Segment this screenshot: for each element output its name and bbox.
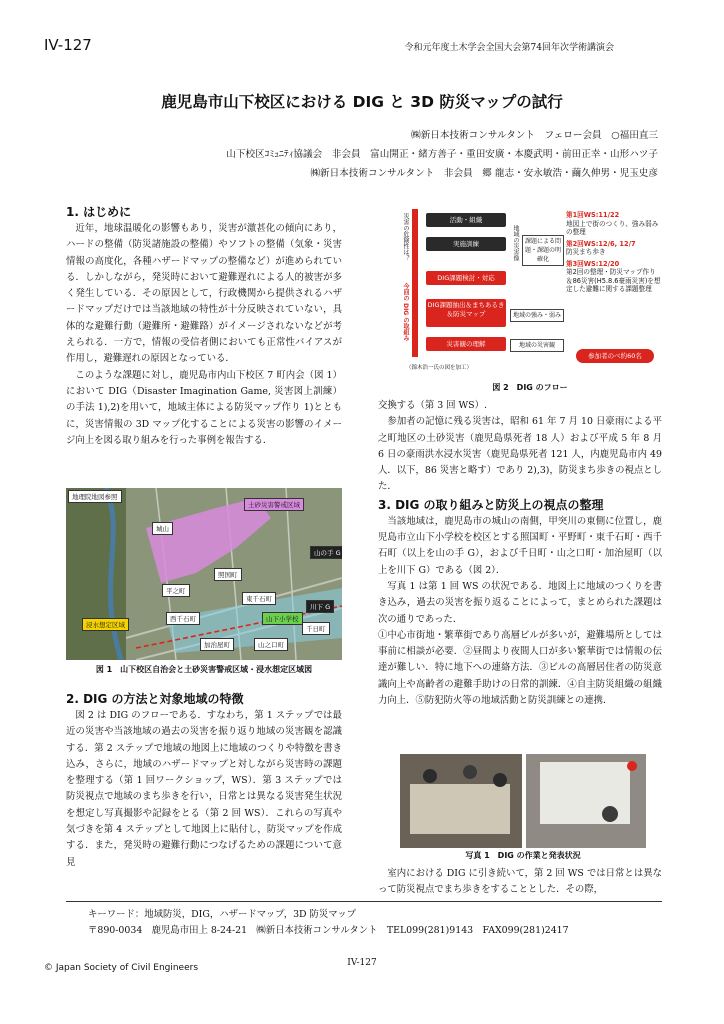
right-column-bottom (378, 866, 662, 899)
flow-vertical-red: 今回の DIG の取組み (402, 283, 409, 342)
right-paragraph-b: 当該地域は，鹿児島市の城山の南側，甲突川の東側に位置し，鹿児島市立山下小学校を校区とする照国町・平野町・東千石町・西千石町（以上を山の手 G），および千日町・山之口町・加治屋町（以上を川下 G）である（図 2）． (378, 515, 662, 576)
flow-mid-box-1: 課題による問題・課題の明確化 (522, 235, 564, 266)
right-paragraph-c: 写真 1 は第 1 回 WS の状況である．地図上に地域のつくりを書き込み，過去の災害を振り返ることによって，まとめられた課題は次の通りであった． (378, 580, 662, 625)
map-label-yamashita-school: 山下小学校 (262, 612, 303, 625)
flow-ws3-head: 第3回WS:12/20 (566, 259, 620, 268)
flow-vertical-center: 地域の災害像 (512, 225, 519, 261)
copyright: © Japan Society of Civil Engineers (44, 963, 199, 973)
flow-ws1-head: 第1回WS:11/22 (566, 211, 620, 219)
photo-1 (400, 754, 646, 848)
paper-title: 鹿児島市山下校区における DIG と 3D 防災マップの試行 (161, 93, 563, 111)
photo-image (400, 754, 646, 848)
conference-name: 令和元年度土木学会全国大会第74回年次学術講演会 (404, 43, 614, 53)
author-line-3: ㈱新日本技術コンサルタント 非会員 郷 龍志・安永敏浩・繭久伸男・児玉史彦 (310, 168, 658, 179)
flow-step-1: 活動・組織 (426, 213, 506, 227)
flow-mid-box-2: 地域の強み・弱み (510, 309, 564, 322)
right-paragraph-a: 参加者の記憶に残る災害は，昭和 61 年 7 月 10 日豪雨による平之町地区の土砂災害（鹿児島県死者 18 人）および平成 5 年 8 月 6 日の豪雨洪水浸水災害（鹿児島県死者 121 人，内鹿児島市内 49 人．以下，86 災害と略す）であり 2),3)，防災まち歩きの視点とした． (378, 416, 662, 493)
flow-step-4: DIG課題抽出＆まちあるき＆防災マップ (426, 299, 506, 327)
map-arrow-down-label: 川下 G (306, 600, 334, 613)
flow-right-notes (566, 211, 662, 294)
figure-1-map (66, 488, 342, 660)
section-2-title: 2. DIG の方法と対象地域の特徴 (66, 692, 244, 706)
photo-1-caption: 写真 1 DIG の作業と発表状況 (465, 851, 581, 860)
section-1-title: 1. はじめに (66, 205, 132, 219)
right-continuation: 交換する（第 3 回 WS）. (378, 400, 487, 411)
section-2-paragraph-1: 図 2 は DIG のフローである．すなわち，第 1 ステップでは最近の災害や当該地域の過去の災害を振り返り地域の災害観を認識する．第 2 ステップで地域の地図上に地域のつくりや特徴を書き込み，さらに，地域のハザードマップと対しながら災害時の課題を整理する（第 1 回ワークショップ，WS）．第 3 ステップでは防災視点で地域のまち歩きを行い，日常とは異なる災害発生状況を想定し写真撮影や記録をとる（第 2 回 WS）．これらの写真や気づきを第 4 ステップとして地図上に貼付し，防災マップを作成する．また，発災時の避難行動につなげるための課題について意見 (66, 710, 342, 868)
flow-step-3: DIG課題検討・対応 (426, 271, 506, 285)
flow-step-2: 実施訓練 (426, 237, 506, 251)
map-label-terukuni: 照国町 (214, 568, 242, 581)
flow-walk: 防災まち歩き (566, 248, 606, 256)
map-label-flood-zone: 浸水想定区域 (82, 618, 129, 631)
map-label-yamanokuchi: 山之口町 (254, 638, 288, 651)
author-line-2: 山下校区ｺﾐｭﾆﾃｨ協議会 非会員 富山開正・緒方善子・重田安廣・本慶武明・前田正幸・山形ハツ子 (226, 149, 658, 160)
right-column-top (378, 398, 662, 709)
map-label-higashisengoku: 東千石町 (242, 592, 276, 605)
flow-footnote: （錦木浩一氏の図を加工） (406, 365, 473, 371)
left-column-bottom (66, 690, 342, 871)
flow-ws2-head: 第2回WS:12/6, 12/7 (566, 239, 636, 248)
flow-red-arrow (412, 209, 418, 357)
flow-vertical-left: 災害の危険性は？ (402, 213, 409, 261)
left-column-top (66, 203, 342, 449)
section-3-title: 3. DIG の取り組みと防災上の視点の整理 (378, 497, 604, 512)
map-arrow-up-label: 山の手 G (310, 546, 342, 559)
map-graphic (66, 488, 342, 660)
map-label-shiroyama: 城山 (152, 522, 173, 535)
map-source-label: 地理院地図参照 (68, 490, 122, 503)
flow-step-5: 災害観の理解 (426, 337, 506, 351)
figure-2-flow (398, 203, 662, 375)
figure-2-caption: 図 2 DIG のフロー (492, 383, 568, 392)
page-number: IV-127 (347, 958, 377, 968)
author-address: 〒890-0034 鹿児島市田上 8-24-21 ㈱新日本技術コンサルタント TEL099(281)9143 FAX099(281)2417 (88, 925, 569, 936)
flow-mid-box-3: 地域の災害観 (510, 339, 564, 352)
map-label-hiranocho: 平之町 (162, 584, 190, 597)
map-label-kajiya: 加治屋町 (200, 638, 234, 651)
author-line-1: ㈱新日本技術コンサルタント フェロー会員 ○福田直三 (411, 130, 658, 141)
keywords: キーワード：地域防災，DIG，ハザードマップ，3D 防災マップ (88, 909, 357, 920)
section-1-paragraph-2: このような課題に対し，鹿児島市内山下校区 7 町内会（図 1）において DIG（Disaster Imagination Game, 災害図上訓練）の手法 1),2)を用いて，地域主体による防災マップ作り 1)とともに，災害情報の 3D マップ化することによる災害の影響のイメージ向上を図る取り組みを行った事例を報告する． (66, 369, 342, 446)
right-paragraph-d: ①中心市街地・繁華街であり高層ビルが多いが，避難場所としては事前に相談が必要．②昼間より夜間人口が多い繁華街では情報の伝達が難しい．特に地下への連絡方法．③ビルの高層居住者の防災意識向上や高齢者の避難手助けの日常的訓練．④自主防災組織の組織力向上．⑤防犯防火等の地域活動と防災訓練との連携． (378, 629, 662, 707)
map-label-landslide: 土砂災害警戒区域 (244, 498, 304, 511)
paper-id: IV-127 (44, 36, 92, 54)
figure-1-caption: 図 1 山下校区自治会と土砂災害警戒区域・浸水想定区域図 (95, 665, 313, 674)
map-label-sennichi: 千日町 (302, 622, 330, 635)
section-1-paragraph-1: 近年，地球温暖化の影響もあり，災害が激甚化の傾向にあり，ハードの整備（防災諸施設の整備）やソフトの整備（気象・災害情報の高度化，各種ハザードマップの整備など）が進められている．しかしながら，発災時において避難遅れによる人的被害が多く発生している．その原因として，行政機関から提供されるハザードマップだけでは当該地域の特性が十分反映されていない，具体的な避難行動（避難所・避難路）がイメージされないなどが考えられる．一方で，情報の受信者側においても正常性バイアスが作用し，避難遅れの原因となっている． (66, 223, 342, 365)
flow-participants: 参加者のべ約60名 (576, 349, 654, 363)
footer-rule (66, 901, 662, 902)
flow-ws3-body: 第2回の整理・防災マップ作り＆86災害(H5.8.6豪雨災害)を想定した避難に関する課題整理 (566, 268, 661, 293)
map-label-nishisengoku: 西千石町 (166, 612, 200, 625)
flow-ws1-body: 地図上で街のつくり、強み弱みの整理 (566, 219, 659, 236)
right-paragraph-e: 室内における DIG に引き続いて，第 2 回 WS では日常とは異なって防災視点でまち歩きをすることとした．その際， (378, 868, 662, 896)
